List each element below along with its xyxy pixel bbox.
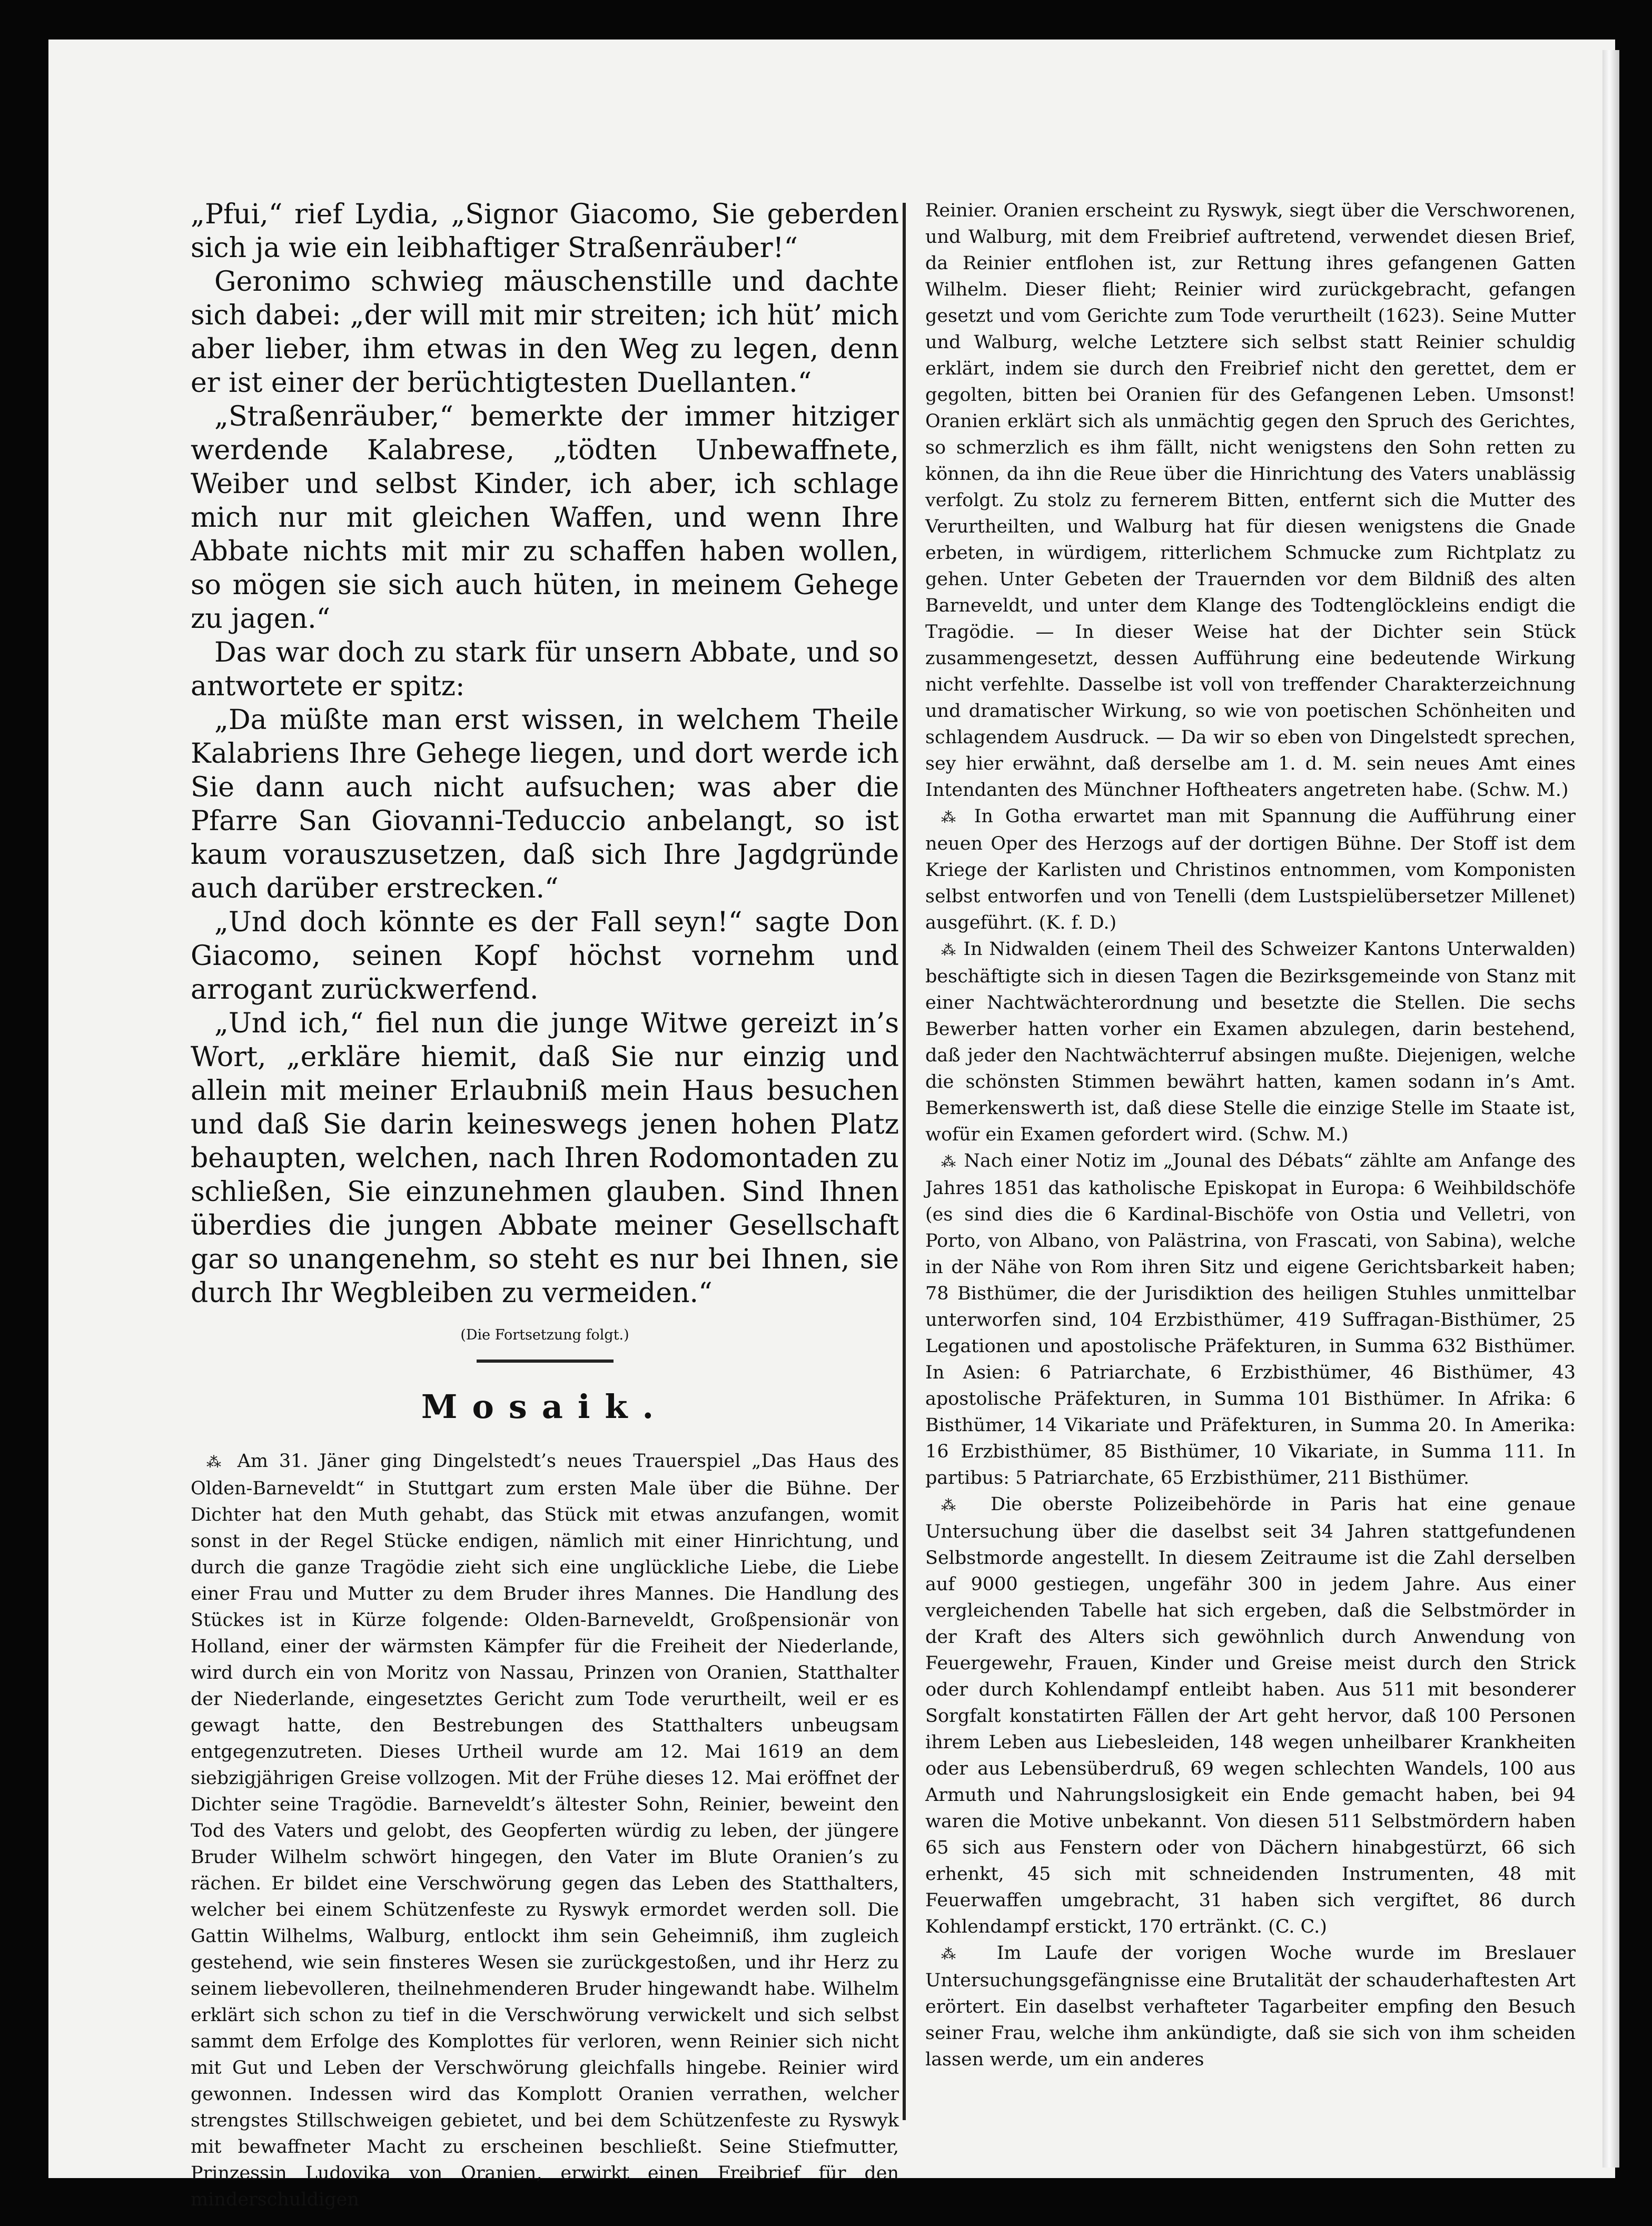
news-item-text: Nach einer Notiz im „Jounal des Débats“ zählte am Anfange des Jahres 1851 das katholische Episkopat in Europa: 6 Weihbildschöfe (es sind dies die 6 Kardinal-Bischöfe von Ostia und Velletri, von Porto, von Albano, von Palästrina, von Frascati, von Sabina), welche in der Nähe von Rom ihren Sitz und eigene Gerichtsbarkeit haben; 78 Bisthümer, die der Jurisdiktion des heiligen Stuhles unmittelbar unterworfen sind, 104 Erzbisthümer, 419 Suffragan-Bisthümer, 25 Legationen und apostolische Präfekturen, in Summa 632 Bisthümer. In Asien: 6 Patriarchate, 6 Erzbisthümer, 46 Bisthümer, 43 apostolische Präfekturen, in Summa 101 Bisthümer. In Afrika: 6 Bisthümer, 14 Vikariate und Präfekturen, in Summa 20. In Amerika: 16 Erzbisthümer, 85 Bisthümer, 10 Vikariate, in Summa 111. In partibus: 5 Patriarchate, 65 Erzbisthümer, 211 Bisthümer. — [925, 1150, 1576, 1489]
continued-note: (Die Fortsetzung folgt.) — [460, 1327, 629, 1343]
item-marker-icon: ⁂ — [941, 1153, 957, 1170]
news-item — [925, 1940, 1576, 2073]
right-column — [925, 198, 1576, 2073]
story-paragraph: „Und doch könnte es der Fall seyn!“ sagte Don Giacomo, seinen Kopf höchst vornehm und arrogant zurückwerfend. — [191, 907, 899, 1006]
left-column — [191, 198, 899, 2213]
item-marker-icon: ⁂ — [941, 1945, 974, 1963]
news-item — [191, 1448, 899, 2213]
news-item-text: In Gotha erwartet man mit Spannung die Aufführung einer neuen Oper des Herzogs auf der dortigen Bühne. Der Stoff ist dem Kriege der Karlisten und Christinos entnommen, vom Komponisten selbst entworfen und von Tenelli (dem Lustspielübersetzer Millenet) ausgeführt. (K. f. D.) — [925, 806, 1576, 933]
section-rule — [477, 1360, 614, 1363]
item-marker-icon: ⁂ — [941, 941, 957, 959]
news-item-text: Am 31. Jäner ging Dingelstedt’s neues Trauerspiel „Das Haus des Olden-Barneveldt“ in Stuttgart zum ersten Male über die Bühne. Der Dichter hat den Muth gehabt, das Stück mit etwas anzufangen, womit sonst in der Regel Stücke endigen, nämlich mit einer Hinrichtung, und durch die ganze Tragödie zieht sich eine unglückliche Liebe, die Liebe einer Frau und Mutter zu dem Bruder ihres Mannes. Die Handlung des Stückes ist in Kürze folgende: Olden-Barneveldt, Großpensionär von Holland, einer der wärmsten Kämpfer für die Freiheit der Niederlande, wird durch ein von Moritz von Nassau, Prinzen von Oranien, Statthalter der Niederlande, eingesetztes Gericht zum Tode verurtheilt, weil er es gewagt hatte, den Bestrebungen des Statthalters unbeugsam entgegenzutreten. Dieses Urtheil wurde am 12. Mai 1619 an dem siebzigjährigen Greise vollzogen. Mit der Frühe dieses 12. Mai eröffnet der Dichter seine Tragödie. Barneveldt’s ältester Sohn, Reinier, beweint den Tod des Vaters und gelobt, des Geopferten würdig zu leben, der jüngere Bruder Wilhelm schwört hingegen, den Vater im Blute Oranien’s zu rächen. Er bildet eine Verschwörung gegen das Leben des Statthalters, welcher bei einem Schützenfeste zu Ryswyk ermordet werden soll. Die Gattin Wilhelms, Walburg, entlockt ihm sein Geheimniß, ihm zugleich gestehend, wie sein finsteres Wesen sie zurückgestoßen, und ihr Herz zu seinem liebevolleren, theilnehmenderen Bruder hingewandt habe. Wilhelm erklärt sich schon zu tief in die Verschwörung verwickelt und sich selbst sammt dem Erfolge des Komplottes für verloren, wenn Reinier sich nicht mit Gut und Leben der Verschwörung gleichfalls hingebe. Reinier wird gewonnen. Indessen wird das Komplott Oranien verrathen, welcher strengstes Stillschweigen gebietet, und bei dem Schützenfeste zu Ryswyk mit bewaffneter Macht zu erscheinen beschließt. Seine Stiefmutter, Prinzessin Ludovika von Oranien, erwirkt einen Freibrief für den minderschuldigen — [191, 1451, 899, 2210]
item-marker-icon: ⁂ — [206, 1453, 226, 1471]
news-item — [925, 1491, 1576, 1940]
section-title: Mosaik. — [421, 1387, 669, 1426]
column-divider — [903, 203, 906, 2120]
item-marker-icon: ⁂ — [941, 1496, 971, 1514]
news-item-continued: Reinier. Oranien erscheint zu Ryswyk, siegt über die Verschworenen, und Walburg, mit dem Freibrief auftretend, verwendet diesen Brief, da Reinier entflohen ist, zur Rettung ihres gefangenen Gatten Wilhelm. Dieser flieht; Reinier wird zurückgebracht, gefangen gesetzt und vom Gerichte zum Tode verurtheilt (1623). Seine Mutter und Walburg, welche Letztere sich selbst statt Reinier schuldig erklärt, indem sie durch den Freibrief nicht den gerettet, dem er gegolten, bitten bei Oranien für des Gefangenen Leben. Umsonst! Oranien erklärt sich als unmächtig gegen den Spruch des Gerichtes, so schmerzlich es ihm fällt, nicht wenigstens den Sohn retten zu können, da ihn die Reue über die Hinrichtung des Vaters unablässig verfolgt. Zu stolz zu fernerem Bitten, entfernt sich die Mutter des Verurtheilten, und Walburg hat für diesen wenigstens die Gnade erbeten, in würdigem, ritterlichem Schmucke zum Richtplatz zu gehen. Unter Gebeten der Trauernden vor dem Bildniß des alten Barneveldt, und unter dem Klange des Todtenglöckleins endigt die Tragödie. — In dieser Weise hat der Dichter sein Stück zusammengesetzt, dessen Aufführung eine bedeutende Wirkung nicht verfehlte. Dasselbe ist voll von treffender Charakterzeichnung und dramatischer Wirkung, so wie von poetischen Schönheiten und schlagendem Ausdruck. — Da wir so eben von Dingelstedt sprechen, sey hier erwähnt, daß derselbe am 1. d. M. sein neues Amt eines Intendanten des Münchner Hoftheaters angetreten habe. (Schw. M.) — [925, 200, 1576, 801]
story-paragraph: Das war doch zu stark für unsern Abbate, und so antwortete er spitz: — [191, 637, 899, 702]
news-item — [925, 936, 1576, 1148]
story-paragraph: „Und ich,“ fiel nun die junge Witwe gereizt in’s Wort, „erkläre hiemit, daß Sie nur einzig und allein mit meiner Erlaubniß mein Haus besuchen und daß Sie darin keineswegs jenen hohen Platz behaupten, welchen, nach Ihren Rodomontaden zu schließen, Sie einzunehmen glauben. Sind Ihnen überdies die jungen Abbate meiner Gesellschaft gar so unangenehm, so steht es nur bei Ihnen, sie durch Ihr Wegbleiben zu vermeiden.“ — [191, 1008, 899, 1309]
story-paragraph: „Da müßte man erst wissen, in welchem Theile Kalabriens Ihre Gehege liegen, und dort werde ich Sie dann auch nicht aufsuchen; was aber die Pfarre San Giovanni-Teduccio anbelangt, so ist kaum vorauszusetzen, daß sich Ihre Jagdgründe auch darüber erstrecken.“ — [191, 704, 899, 904]
story-paragraph: Geronimo schwieg mäuschenstille und dachte sich dabei: „der will mit mir streiten; ich hüt’ mich aber lieber, ihm etwas in den Weg zu legen, denn er ist einer der berüchtigtesten Duellanten.“ — [191, 266, 899, 399]
page-edge — [1602, 50, 1619, 2168]
news-item-text: In Nidwalden (einem Theil des Schweizer Kantons Unterwalden) beschäftigte sich in diesen Tagen die Bezirksgemeinde von Stanz mit einer Nachtwächterordnung und besetzte die Stellen. Die sechs Bewerber hatten vorher ein Examen abzulegen, darin bestehend, daß jeder den Nachtwächterruf absingen mußte. Diejenigen, welche die schönsten Stimmen bewährt hatten, kamen sodann in’s Amt. Bemerkenswerth ist, daß diese Stelle die einzige Stelle im Staate ist, wofür ein Examen gefordert wird. (Schw. M.) — [925, 939, 1576, 1145]
news-item — [925, 803, 1576, 936]
news-item-text: Die oberste Polizeibehörde in Paris hat eine genaue Untersuchung über die daselbst seit 34 Jahren stattgefundenen Selbstmorde angestellt. In diesem Zeitraume ist die Zahl derselben auf 9000 gestiegen, ungefähr 300 in jedem Jahre. Aus einer vergleichenden Tabelle hat sich ergeben, daß die Selbstmörder in der Kraft des Alters sich gewöhnlich durch Anwendung von Feuergewehr, Frauen, Kinder und Greise meist durch den Strick oder durch Kohlendampf entleibt haben. Aus 511 mit besonderer Sorgfalt konstatirten Fällen der Art geht hervor, daß 100 Personen ihrem Leben aus Liebesleiden, 148 wegen unheilbarer Krankheiten oder aus Lebensüberdruß, 69 wegen schlechten Wandels, 100 aus Armuth und Nahrungslosigkeit ein Ende gemacht haben, bei 94 waren die Motive unbekannt. Von diesen 511 Selbstmördern haben 65 sich aus Fenstern oder von Dächern hinabgestürzt, 66 sich erhenkt, 45 sich mit schneidenden Instrumenten, 48 mit Feuerwaffen umgebracht, 31 haben sich vergiftet, 86 durch Kohlendampf erstickt, 170 ertränkt. (C. C.) — [925, 1494, 1576, 1937]
news-item — [925, 1148, 1576, 1491]
newspaper-page — [48, 40, 1615, 2210]
story-paragraph: „Straßenräuber,“ bemerkte der immer hitziger werdende Kalabrese, „tödten Unbewaffnete, Weiber und selbst Kinder, ich aber, ich schlage mich nur mit gleichen Waffen, und wenn Ihre Abbate nichts mit mir zu schaffen haben wollen, so mögen sie sich auch hüten, in meinem Gehege zu jagen.“ — [191, 401, 899, 635]
story-paragraph: „Pfui,“ rief Lydia, „Signor Giacomo, Sie geberden sich ja wie ein leibhaftiger Straßenräuber!“ — [191, 199, 899, 264]
item-marker-icon: ⁂ — [941, 809, 962, 826]
news-item-text: Im Laufe der vorigen Woche wurde im Breslauer Untersuchungsgefängnisse eine Brutalität der schauderhaftesten Art erörtert. Ein daselbst verhafteter Tagarbeiter empfing den Besuch seiner Frau, welche ihm ankündigte, daß sie sich von ihm scheiden lassen werde, um ein anderes — [925, 1943, 1576, 2070]
